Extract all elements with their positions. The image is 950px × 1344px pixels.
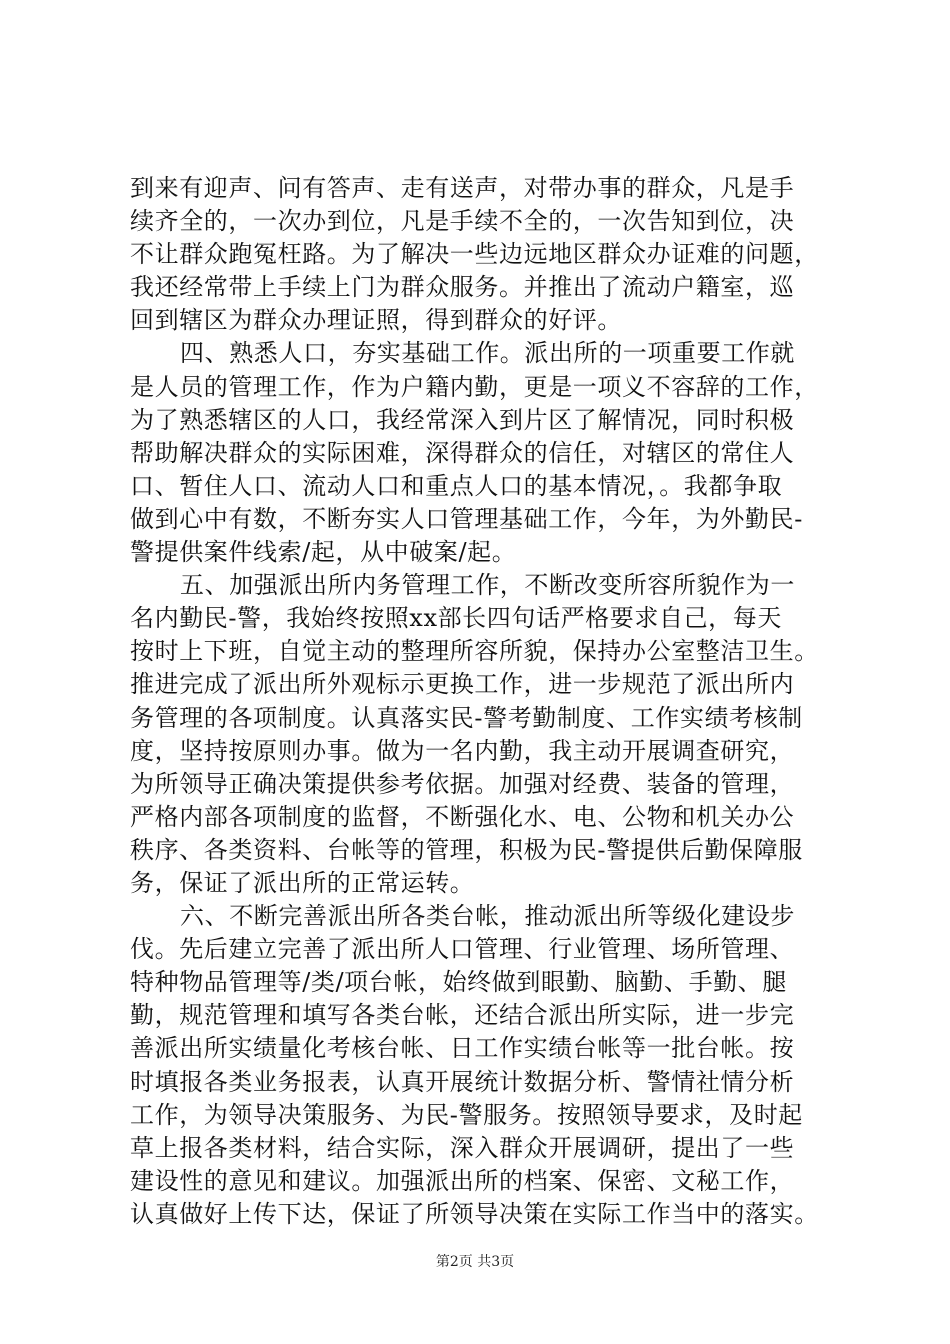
text-line: 帮助解决群众的实际困难，深得群众的信任，对辖区的常住人 [130,438,795,467]
text-line: 勤，规范管理和填写各类台帐，还结合派出所实际，进一步完 [130,1001,795,1030]
text-line: 认真做好上传下达，保证了所领导决策在实际工作当中的落实。 [130,1199,819,1228]
text-line: 是人员的管理工作，作为户籍内勤，更是一项义不容辞的工作， [130,372,819,401]
text-line: 务，保证了派出所的正常运转。 [130,868,475,897]
text-line: 推进完成了派出所外观标示更换工作，进一步规范了派出所内 [130,670,795,699]
text-line: 口、暂住人口、流动人口和重点人口的基本情况，。我都争取 [130,471,783,500]
text-line: 警提供案件线索/起，从中破案/起。 [130,538,517,567]
text-line: 伐。先后建立完善了派出所人口管理、行业管理、场所管理、 [130,935,795,964]
text-line: 为所领导正确决策提供参考依据。加强对经费、装备的管理， [130,769,795,798]
text-line: 务管理的各项制度。认真落实民-警考勤制度、工作实绩考核制 [130,703,803,732]
text-line: 时填报各类业务报表，认真开展统计数据分析、警情社情分析 [130,1067,795,1096]
text-line: 为了熟悉辖区的人口，我经常深入到片区了解情况，同时积极 [130,405,795,434]
text-line: 做到心中有数，不断夯实人口管理基础工作，今年，为外勤民- [130,504,803,533]
text-line: 善派出所实绩量化考核台帐、日工作实绩台帐等一批台帐。按 [130,1034,795,1063]
text-line: 草上报各类材料，结合实际，深入群众开展调研，提出了一些 [130,1133,795,1162]
text-line: 续齐全的，一次办到位，凡是手续不全的，一次告知到位，决 [130,207,795,236]
text-line: 严格内部各项制度的监督，不断强化水、电、公物和机关办公 [130,802,795,831]
text-line: 按时上下班，自觉主动的整理所容所貌，保持办公室整洁卫生。 [130,637,819,666]
text-line: 回到辖区为群众办理证照，得到群众的好评。 [130,306,622,335]
text-line: 名内勤民-警，我始终按照xx部长四句话严格要求自己，每天 [130,604,782,633]
text-line: 特种物品管理等/类/项台帐，始终做到眼勤、脑勤、手勤、腿 [130,968,787,997]
paragraph-start-line: 五、加强派出所内务管理工作，不断改变所容所貌作为一 [180,571,795,600]
paragraph-start-line: 六、不断完善派出所各类台帐，推动派出所等级化建设步 [180,902,795,931]
text-line: 度，坚持按原则办事。做为一名内勤，我主动开展调查研究， [130,736,795,765]
text-line: 建设性的意见和建议。加强派出所的档案、保密、文秘工作， [130,1166,795,1195]
text-line: 到来有迎声、问有答声、走有送声，对带办事的群众，凡是手 [130,174,795,202]
text-line: 工作，为领导决策服务、为民-警服务。按照领导要求，及时起 [130,1100,803,1129]
document-body [130,172,860,1231]
text-line: 不让群众跑冤枉路。为了解决一些边远地区群众办证难的问题， [130,240,819,269]
paragraph-start-line: 四、熟悉人口，夯实基础工作。派出所的一项重要工作就 [180,339,795,368]
text-line: 我还经常带上手续上门为群众服务。并推出了流动户籍室，巡 [130,273,795,302]
page-number-footer: 第2页 共3页 [435,1254,515,1270]
text-line: 秩序、各类资料、台帐等的管理，积极为民-警提供后勤保障服 [130,835,803,864]
